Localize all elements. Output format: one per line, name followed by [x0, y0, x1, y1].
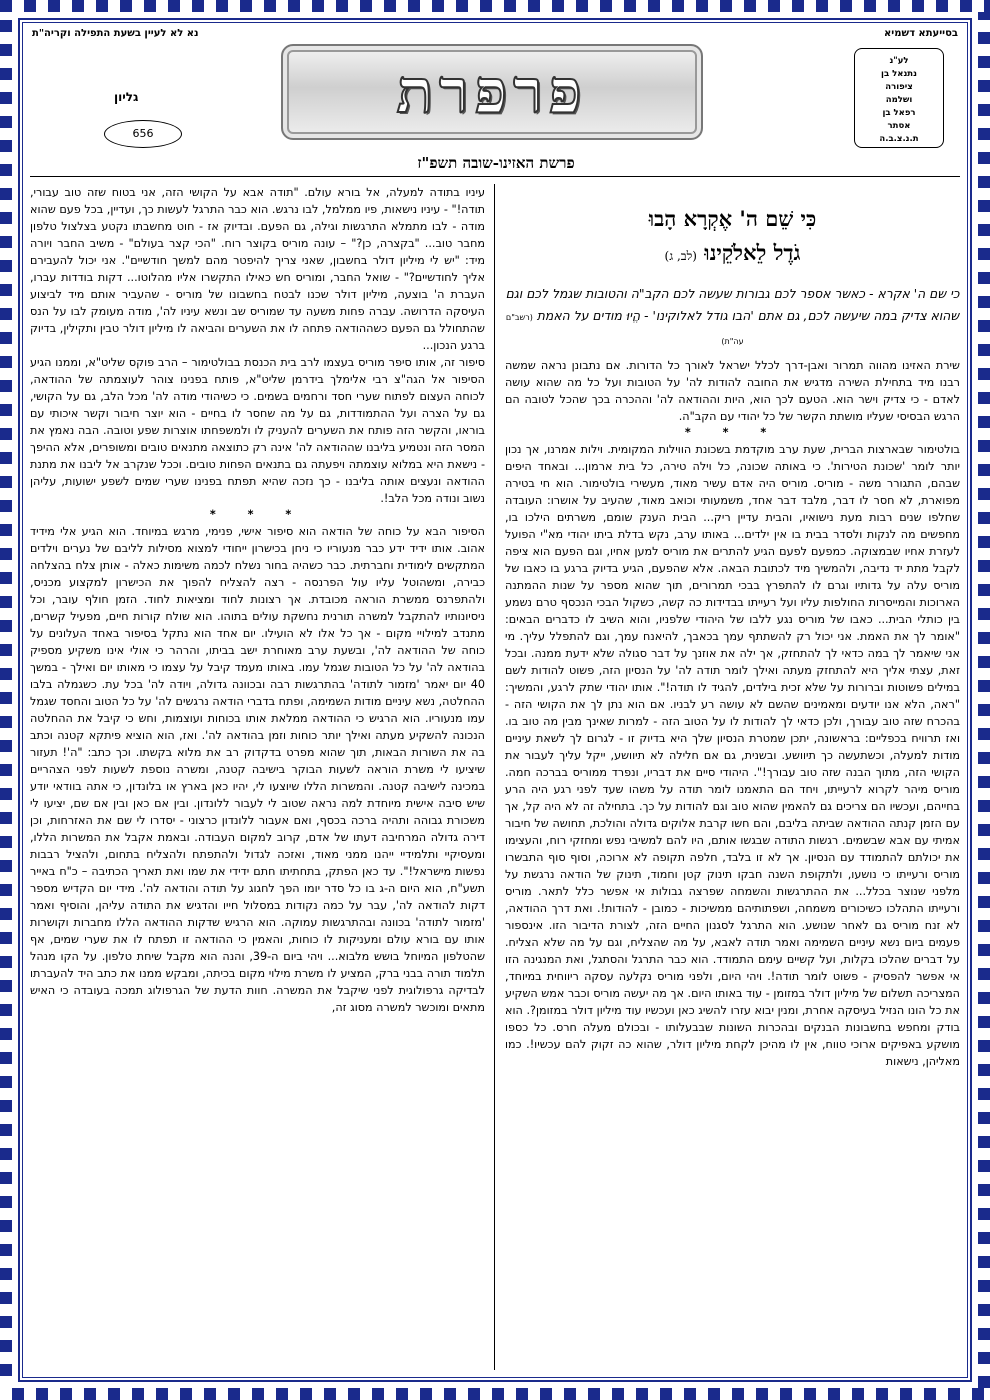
besiyata-dishmaya: בסייעתא דשמיא [884, 28, 958, 39]
dedication-line: ת.נ.צ.ב.ה [879, 134, 919, 144]
article-heading-line2 [505, 236, 960, 273]
section-separator: * * * [684, 426, 781, 439]
paragraph: בולטימור שבארצות הברית, שעת ערב מוקדמת בשכונת הווילות המקומית. וילות אמרנו, אך נכון יותר לומר 'שכונת הטירות'. כי באותה שכונה, כל וילה טירה, כל בית ארמון... ובאחד היפים שבהם, התגורר משה - מוריס. מוריס היה אדם עשיר מאוד, מעשירי בולטימור. הוא חי בטירה מפוארת, לא חסר לו דבר, מלבד דבר אחד, משמעותי וכואב מאוד, שהעיב על אושרו: העובדה שחלפו שנים רבות מעת נישואיו, והבית עדיין ריק... הבית הענק שומם, משרתים הילכו בו, מחפשים מה לנקות ולסדר בבית בו אין ילדים... באותו ערב, נקש בדלת ביתו יהודי מא"י הפועל לעזרת אחיו שבמצוקה. כמפעם לפעם הגיע להתרים את מוריס למען אחיו, וגם הפעם הוא ציפה לקבל מתת יד נדיבה, ולהמשיך מיד לכתובת הבאה. אלא שהפעם, הגיע בדיוק ברגע בו כאבו של מוריס עלה על גדותיו וגרם לו להתפרץ בבכי תמרורים, תוך שהוא מספר על שנות ההמתנה הארוכות והמייסרות החולפות עליו ועל רעייתו בבדידות כה קשה, כשקול הבכי הנכסף טרם נשמע בין כותלי הבית... כאבו של מוריס נגע ללבו של היהודי שלפניו, והוא השיב לו כדברים הבאים: "אומר לך את האמת. אני יכול רק להשתתף עמך בכאבך, להיאנח עמך, וגם להתפלל עליך. מי אני שיאמר לך במה כדאי לך להתחזק, אך ילה את אוזנך על דבר סגולה שלא ידעת ממנה. ובכל זאת, עצתי אליך היא להתחזק מעתה ואילך לומר תודה לה' על הנסיון הזה, פשוט להודות לשם במילים פשוטות וברורות על שלא זכית בילדים, להגיד לו תודה!". אותו יהודי שתק לרגע, והמשיך: "ראה, הלא אנו יודעים ומאמינים שהשם לא עושה רע לבניו. אם הוא נתן לך את הקושי הזה - בהכרח שזה טוב עבורך, ולכן כדאי לך להודות לו על הטוב הזה - למרות שאינך מבין מה טוב בו. ואז תרוויח בכפליים: בראשונה, יתכן שמטרת הנסיון שלך היא בדיוק זו - לגרום לך לשאת עיניים מודות למעלה, וכשתעשה כך תיוושע. ובשנית, גם אם חלילה לא תיוושע, ייקל עליך לעבור את הקושי הזה, מתוך הבנה שזה טוב עבורך!". היהודי סיים את דבריו, ונפרד ממוריס בברכה חמה. מוריס מיהר לקרוא לרעייתו, ויחד הם התאמנו לומר תודה על משהו שעד לפני רגע היה הרע בחייהם, ועכשיו הם צריכים גם להאמין שהוא טוב וגם להודות על כך. בתחילה זה לא היה קל, אך עם הזמן קנתה ההודאה שביתה בליבם, והם חשו קרבת אלוקים גדולה והולכת, תחושה של חיבור אמיתי עם אבא שבשמים. רגשות התודה שבגשו אותם, היו להם למשיבי נפש ומחזקי רוח, והעצימו את יכולתם להתמודד עם הנסיון. אך לא זו בלבד, חלפה תקופה לא ארוכה, וסוף סוף התבשרו מוריס ורעייתו כי נושעו, ולתקופת השנה חבקו תינוק קטן וחמוד, תינוק של הודאה נרגשת על מלפני שנוצר בכלל... את ההתרגשות והשמחה שפרצה גבולות אי אפשר כלל לתאר. מוריס ורעייתו התהלכו כשיכורים משמחה, ושפתותיהם ממשיכות - כמובן - להודות!. ואת דרך ההודאה, לא זנח מוריס גם לאחר שנושע. הוא התרגל לסגנון החיים הזה, לצורת הדיבור הזו. אינספור פעמים ביום נשא עיניים השמימה ואמר תודה לאבא, על מה שהצליח, וגם על מה שלא הצליח. על דברים שהלכו בקלות, ועל קשיים עימם התמודד. הוא כבר התרגל והסתגל, ואת המנגינה הזו אי אפשר להפסיק - פשוט לומר תודה!. ויהי היום, ולפני מוריס נקלעה עסקה ריווחית במיוחד, המצריכה תשלום של מיליון דולר במזומן - עוד באותו היום. אך מה יעשה מוריס וכבר אמש השקיע את כל הונו הנזיל בעיסקה אחרת, ומנין יבוא עזרו להשיג כאן ועכשיו עוד מיליון דולר במזומן?. הוא בודק ומחפש בחשבונות הבנקים ובהכרות השונות שבבעלותו - ובכולם מעלה חרס. כל כספו מושקע באפיקים ארוכי טווח, אין לו מהיכן לקחת מיליון דולר, שהוא כה זקוק להם עכשיו!. כמו מאליהן, נישאות [505, 443, 960, 1068]
issue-number: 656 [104, 120, 182, 148]
right-column [505, 184, 960, 1370]
dedication-line: לע"נ [889, 56, 909, 66]
top-line [32, 28, 958, 44]
paragraph: הסיפור הבא על כוחה של הודאה הוא סיפור אישי, פנימי, מרגש במיוחד. הוא הגיע אלי מידיד אהוב. אותו ידיד ידע כבר מנעוריו כי ניחן בכישרון ייחודי למצוא מסילות לליבם של נערים וילדים המתקשים לימודית וחברתית. כבר כשהיה בחור נשלח לכמה משימות כאלה - אותן צלח בהצלחה כבירה, ומשהוטל עליו עול הפרנסה - רצה להצליח להפוך את הכישרון למקצוע מכניס, ולהתפרנס ממשרת הוראה מכובדת. אך רצונות לחוד ומציאות לחוד. הזמן חולף עובר, וכל ניסיונותיו להתקבל למשרה תורנית נחשקת עולים בתוהו. הוא שולח קורות חיים, מפעיל קשרים, מתנדב למילויי מקום - אך כל אלו לא הועילו. יום אחד הוא נתקל בסיפור באחד העלונים על כוחה של ההודאה לה', ובשעת ערב מאוחרת ישב בביתו, והרהר כי אולי אינו משקיע מספיק בהודאה לה' על כל הטובות שגמל עמו. באותו מעמד קיבל על עצמו כי מאותו יום ואילך - במשך 40 יום יאמר 'מזמור לתודה' בהתרגשות רבה ובכוונה גדולה, ויודה לה' בכל עת. כשגמלה בלבו ההחלטה, נשא עיניים מודות השמימה, ופתח בדברי הודאה נרגשים לה' על כל הטוב והחסד שגמל עמו מנעוריו. הוא הרגיש כי ההודאה ממלאת אותו בכוחות ועוצמות, וחש כי קיבל את ההחלטה הנכונה להשקיע מעתה ואילך יותר כוחות וזמן בהודאה לה'. ואז, הוא הוציא פיתקא קטנה וכתב בה את השורות הבאות, תוך שהוא מפרט בדקדוק רב את מלוא בקשתו. וכך כתב: "ה'! תעזור שיציעו לי משרת הוראה לשעות הבוקר בישיבה קטנה, ומשרה נוספת לשעות לפני הצהריים במכינה לישיבה קטנה. והמשרות הללו שיוצעו לי, יהיו כאן בארץ או בלונדון, כי אתה בוודאי יודע שיש סיבה אישית מיוחדת למה נראה שטוב לי לעבור ללונדון. ובין אם כאן ובין אם שם, יציעו לי משכורת גבוהה ותהיה ברכה בכסף, ואם אעבור ללונדון כרצוני - יסדרו לי שם את האזרחות, וכן דירה גדולה המרחיבה דעתו של אדם, קרוב למקום העבודה. ובאמת אקבל את המשרות הללו, ומעסיקיי ותלמידיי ייהנו ממני מאוד, ואזכה לגדול ולהתפתח ולהצליח בתחום, ולהציל רבבות נפשות מישראל!". עד כאן הפתק, בתחתיתו חתם ידידי את שמו ואת תאריך הכתיבה – כ"ח באייר תשע"ח, הוא היום ה-ג בו כל סדר יומו הפך לחגוג על תודה והודאה לה'. מידי יום הקדיש מספר דקות להודאה לה', עבר על כמה נקודות במסלול חייו והדגיש את התודה עליהן, והוסיף ואמר 'מזמור לתודה' בכוונה ובהתרגשות עמוקה. הוא הרגיש שדקות ההודאה הללו מחברות וקושרות אותו עם בורא עולם ומעניקות לו כוחות, והאמין כי ההודאה זו תפתח לו את שערי שמים, אף שהטלפון המיוחל בושש מלבוא... ויהי ביום ה-39, והנה הוא מקבל שיחת טלפון. על הקו מנהל תלמוד תורה בבני ברק, המציע לו משרת מילוי מקום בכיתה, ומבקש ממנו את כתב היד להעברתו לבדיקה גרפולוגית לפני שיקבל את המשרה. חוות הדעת של הגרפולוג תמכה בעובדה כי האיש מתאים ומוכשר למשרה מסוג זה, [30, 525, 485, 1014]
intro-quote [505, 283, 960, 353]
newsletter-title: פרפרת [396, 57, 588, 127]
intro-source: (רשב"ם עה"ת) [505, 313, 744, 346]
masthead [281, 44, 703, 140]
dedication-line: נתנאל בן [881, 69, 917, 79]
paragraph: סיפור זה, אותו סיפר מוריס בעצמו לרב בית הכנסת בבולטימור – הרב פוקס שליט"א, וממנו הגיע הסיפור אל הגה"צ רבי אלימלך בידרמן שליט"א, פותח בפנינו צוהר לעוצמתה של ההודאה, לכוחה העצום לפתוח שערי חסד ורחמים בשמים. כי כשיהודי מודה לה' מכל הלב, גם על הקושי, גם על הצרה ועל ההתמודדות, גם על מה שחסר לו בחיים - הוא יוצר חיבור וקשר איכותי עם בוראו, והקשר הזה פותח את השערים להעניק לו ולמשפחתו אוצרות שפע וטובה. הבה נאמץ את המסר הזה ונטמיע בליבנו שההודאה לה' אינה רק כתוצאה מתנאים טובים ומשופרים, אלא ההיפך - נישאת היא במלוא עוצמתה ויפעתה גם בתנאים הפחות טובים. וככל שנקרב אל ליבנו את מתנת ההודאה ונעצים אותה בליבנו - כך נזכה שהיא תפתח בפנינו שערי שמים לשפע ישועות, עליהן נשוב ונודה מכל הלב!. [30, 356, 485, 505]
verse-reference: (לב, ג) [664, 249, 697, 263]
dedication-line: רפאל בן [882, 108, 916, 118]
column-divider [494, 184, 495, 1370]
section-separator: * * * [209, 508, 306, 521]
prayer-notice: נא לא לעיין בשעת התפילה וקריה"ת [32, 28, 199, 39]
dedication-line: ציפורה [885, 82, 913, 92]
dedication-line: ושלמה [885, 95, 913, 105]
paragraph: עיניו בתודה למעלה, אל בורא עולם. "תודה אבא על הקושי הזה, אני בטוח שזה טוב עבורי, תודה!" - עיניו נישאות, פיו ממלמל, לבו נרגש. הוא כבר התרגל לעשות כך, ועדיין, בכל פעם שהוא מודה - לבו מתמלא התרגשות וגילה, גם הפעם. ובדיוק אז - חוט מחשבתו נקטע בצלצול טלפון מחבר טוב... "בקצרה, כן?" – עונה מוריס בקוצר רוח. "הכי קצר בעולם" - משיב החבר ויורה מיד: "יש לי מיליון דולר בחשבון, שאני צריך להיפטר מהם למשך חודשיים". אני יכול להעבירם אליך לחודשיים?" - שואל החבר, ומוריס חש כאילו התקשרו אליו מהלוטו... דקות בודדות עברו, העברת ה' בוצעה, מיליון דולר שכנו לבטח בחשבונו של מוריס - שהעביר אותם מיד לביצוע העיסקה הדרושה. עברה פחות משעה עד שמוריס שב ונשא עיניו לה', מודה מעומק לבו על הנס שהתחולל גם הפעם כשההודאה פתחה לו את השערים והביאה לו מיליון דולר טבין ותקילין, בדיוק ברגע הנכון... [30, 186, 485, 352]
header-divider [30, 176, 960, 177]
parasha-title: פרשת האזינו-שובה תשפ"ז [417, 154, 575, 172]
intro-text: כי שם ה' אקרא - כאשר אספר לכם גבורות שעשה לכם הקב"ה והטובות שגמל לכם וגם שהוא צדיק במה שיעשה לכם, גם אתם 'הבו גודל לאלוקינו' - הֱיוּ מודים על האמת [505, 286, 960, 323]
article-heading: כִּי שֵׁם ה' אֶקְרָא הָבוּ [648, 206, 817, 231]
left-column [30, 184, 485, 1370]
dedication-line: אסתר [887, 121, 911, 131]
paragraph: שירת האזינו מהווה תמרור ואבן-דרך לכלל ישראל לאורך כל הדורות. אם נתבונן נראה שמשה רבנו מיד בתחילת השירה מדגיש את החובה להודות לה' על הטובות ועל כל מה שהוא עושה לאדם - כי צדיק וישר הוא. הטעם לכך הוא, היות וההודאה לה' וההכרה בכך שהכל לטובה הם הרגש הבסיסי שעליו מושתת הקשר של כל יהודי עם הקב"ה. [505, 359, 960, 423]
newsletter-page [26, 26, 964, 1374]
heading-text: גֹדֶל לֵאלֹקֵינוּ [704, 240, 801, 265]
dedication-box [854, 48, 944, 148]
issue-label: גליון [114, 90, 139, 104]
